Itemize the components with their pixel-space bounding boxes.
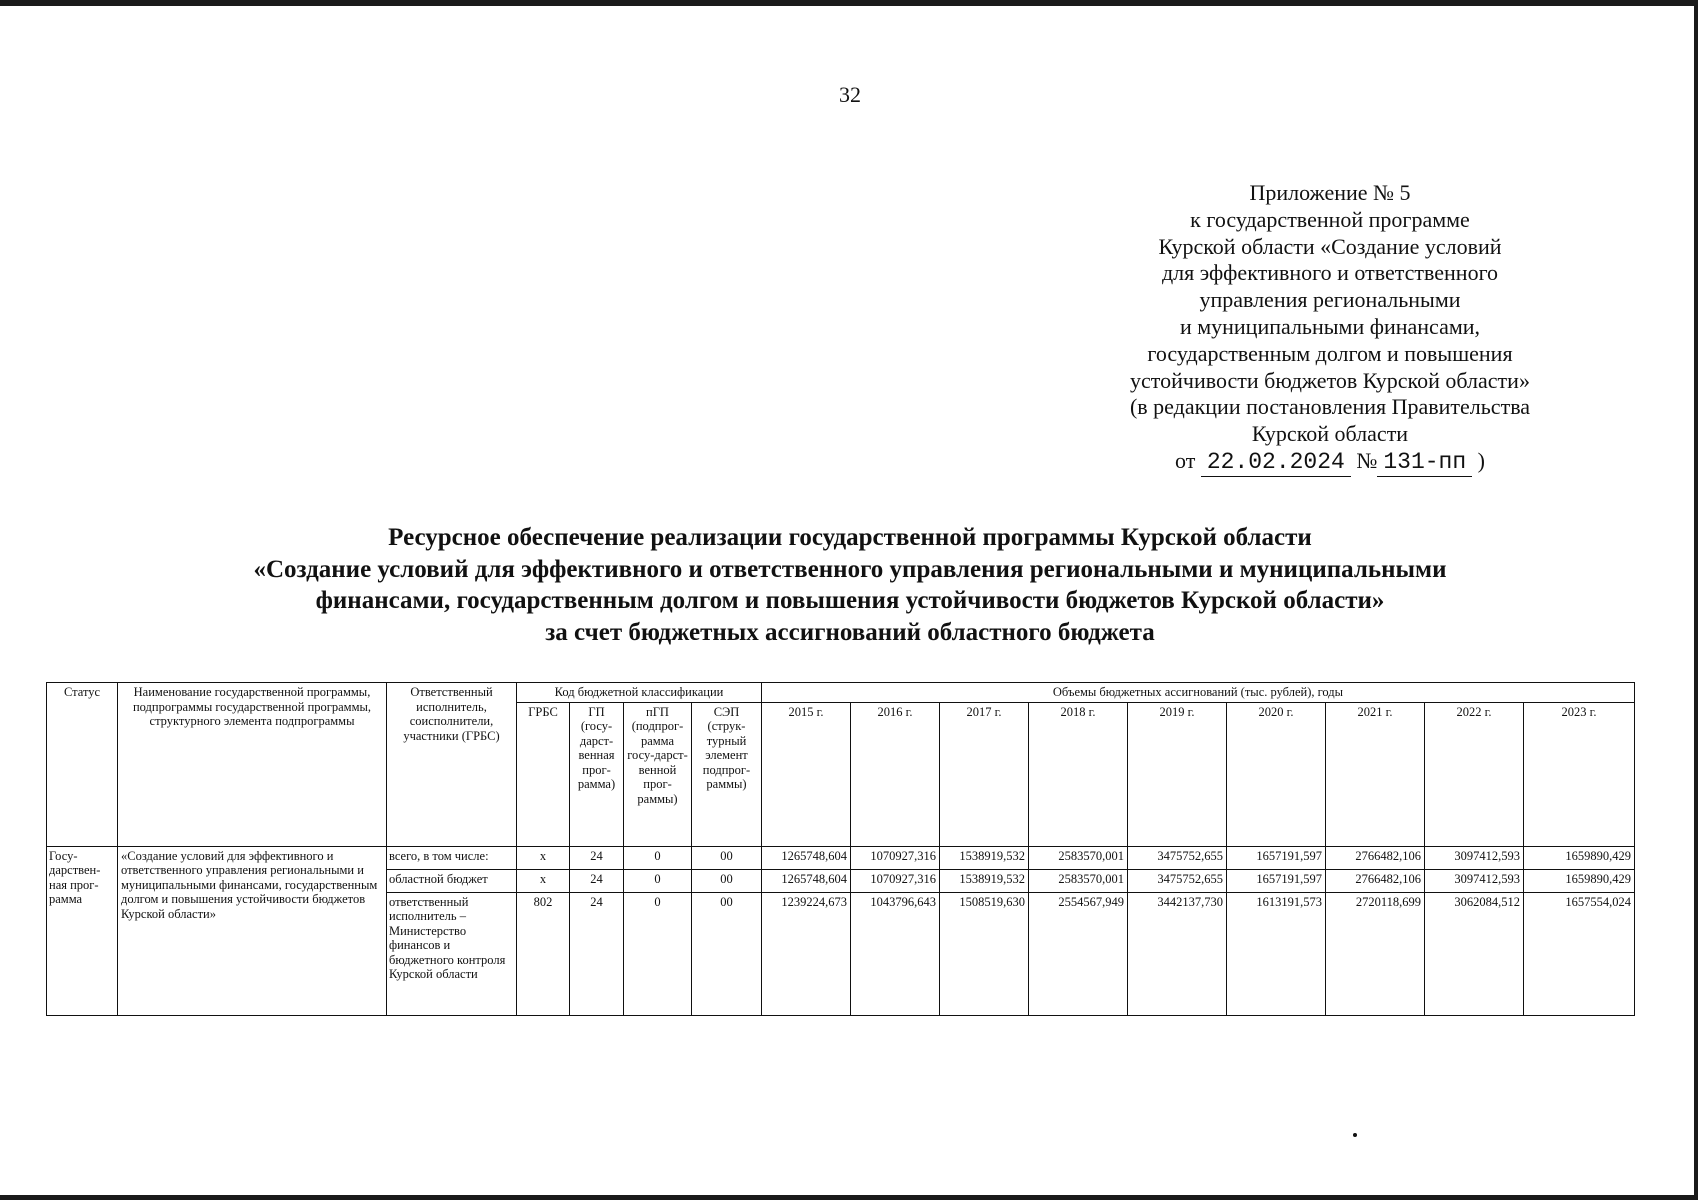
value-cell: 1265748,604	[762, 869, 851, 892]
value-cell: 2554567,949	[1029, 892, 1128, 1015]
header-grbs: ГРБС	[517, 702, 570, 846]
value-cell: 1265748,604	[762, 846, 851, 869]
appendix-line: Курской области	[1251, 421, 1409, 447]
appendix-line: устойчивости бюджетов Курской области»	[1130, 367, 1530, 393]
value-cell: 3442137,730	[1128, 892, 1227, 1015]
value-cell: 1657191,597	[1227, 869, 1326, 892]
header-status: Статус	[47, 683, 118, 847]
gp-cell: 24	[570, 846, 624, 869]
header-sep: СЭП (струк-турный элемент подпрог-раммы)	[692, 702, 762, 846]
value-cell: 1508519,630	[940, 892, 1029, 1015]
appendix-line: (в редакции постановления Правительства	[1129, 394, 1531, 420]
header-name: Наименование государственной программы, подпрограммы государственной программы, структурного элемента подпрограммы	[118, 683, 387, 847]
value-cell: 3475752,655	[1128, 869, 1227, 892]
header-executor: Ответственный исполнитель, соисполнители, участники (ГРБС)	[387, 683, 517, 847]
header-year: 2021 г.	[1326, 702, 1425, 846]
program-name-cell: «Создание условий для эффективного и ответственного управления региональными и муниципальными финансами, государственным долгом и повышения устойчивости бюджетов Курской области»	[118, 846, 387, 1015]
value-cell: 1538919,532	[940, 869, 1029, 892]
resolution-number: 131-пп	[1377, 449, 1472, 477]
appendix-line: к государственной программе	[1190, 206, 1470, 232]
header-year: 2015 г.	[762, 702, 851, 846]
header-year: 2017 г.	[940, 702, 1029, 846]
title-line: «Создание условий для эффективного и ответственного управления региональными и муниципальными	[253, 555, 1447, 583]
scan-speck	[1353, 1133, 1357, 1137]
value-cell: 2766482,106	[1326, 869, 1425, 892]
gp-cell: 24	[570, 869, 624, 892]
appendix-line: Курской области «Создание условий	[1158, 233, 1502, 259]
resource-table	[46, 682, 1635, 1016]
value-cell: 1538919,532	[940, 846, 1029, 869]
sep-cell: 00	[692, 846, 762, 869]
sep-cell: 00	[692, 892, 762, 1015]
header-code-group: Код бюджетной классификации	[517, 683, 762, 703]
gp-cell: 24	[570, 892, 624, 1015]
table-row	[47, 846, 1635, 869]
document-title	[60, 522, 1640, 648]
value-cell: 1239224,673	[762, 892, 851, 1015]
value-cell: 1657191,597	[1227, 846, 1326, 869]
header-year: 2019 г.	[1128, 702, 1227, 846]
closing-paren: )	[1477, 447, 1485, 473]
value-cell: 2583570,001	[1029, 846, 1128, 869]
appendix-line: Приложение № 5	[1249, 180, 1411, 205]
number-prefix: №	[1356, 447, 1378, 473]
appendix-line: и муниципальными финансами,	[1179, 313, 1481, 339]
value-cell: 1659890,429	[1524, 869, 1635, 892]
value-cell: 1657554,024	[1524, 892, 1635, 1015]
value-cell: 1070927,316	[851, 869, 940, 892]
pgp-cell: 0	[624, 892, 692, 1015]
header-year: 2022 г.	[1425, 702, 1524, 846]
value-cell: 3475752,655	[1128, 846, 1227, 869]
status-cell: Госу-дарствен-ная прог-рамма	[47, 846, 118, 1015]
appendix-block	[1060, 180, 1600, 476]
header-pgp: пГП (подпрог-рамма госу-дарст-венной прог-раммы)	[624, 702, 692, 846]
title-line: финансами, государственным долгом и повышения устойчивости бюджетов Курской области»	[315, 587, 1385, 614]
pgp-cell: 0	[624, 869, 692, 892]
appendix-line: государственным долгом и повышения	[1147, 340, 1513, 366]
appendix-line: для эффективного и ответственного	[1161, 260, 1499, 286]
value-cell: 2766482,106	[1326, 846, 1425, 869]
header-volumes-group: Объемы бюджетных ассигнований (тыс. рублей), годы	[762, 683, 1635, 703]
scan-border-top	[0, 0, 1698, 6]
executor-cell: областной бюджет	[387, 869, 517, 892]
value-cell: 1613191,573	[1227, 892, 1326, 1015]
header-year: 2016 г.	[851, 702, 940, 846]
title-line: Ресурсное обеспечение реализации государственной программы Курской области	[388, 524, 1312, 551]
pgp-cell: 0	[624, 846, 692, 869]
header-gp: ГП (госу-дарст-венная прог-рамма)	[570, 702, 624, 846]
resolution-date-line	[1060, 448, 1600, 476]
sep-cell: 00	[692, 869, 762, 892]
header-year: 2023 г.	[1524, 702, 1635, 846]
grbs-cell: 802	[517, 892, 570, 1015]
resolution-date: 22.02.2024	[1201, 449, 1351, 477]
value-cell: 3097412,593	[1425, 846, 1524, 869]
value-cell: 3097412,593	[1425, 869, 1524, 892]
value-cell: 2583570,001	[1029, 869, 1128, 892]
scan-border-right	[1694, 0, 1698, 1200]
header-year: 2018 г.	[1029, 702, 1128, 846]
date-prefix: от	[1174, 447, 1196, 473]
executor-cell: ответственный исполнитель – Министерство финансов и бюджетного контроля Курской области	[387, 892, 517, 1015]
title-line: за счет бюджетных ассигнований областного бюджета	[545, 618, 1155, 646]
value-cell: 3062084,512	[1425, 892, 1524, 1015]
grbs-cell: x	[517, 846, 570, 869]
executor-cell: всего, в том числе:	[387, 846, 517, 869]
scan-border-bottom	[0, 1195, 1698, 1200]
grbs-cell: x	[517, 869, 570, 892]
header-year: 2020 г.	[1227, 702, 1326, 846]
appendix-line: управления региональными	[1199, 287, 1461, 313]
value-cell: 1043796,643	[851, 892, 940, 1015]
value-cell: 2720118,699	[1326, 892, 1425, 1015]
page-number: 32	[839, 82, 861, 107]
value-cell: 1070927,316	[851, 846, 940, 869]
value-cell: 1659890,429	[1524, 846, 1635, 869]
